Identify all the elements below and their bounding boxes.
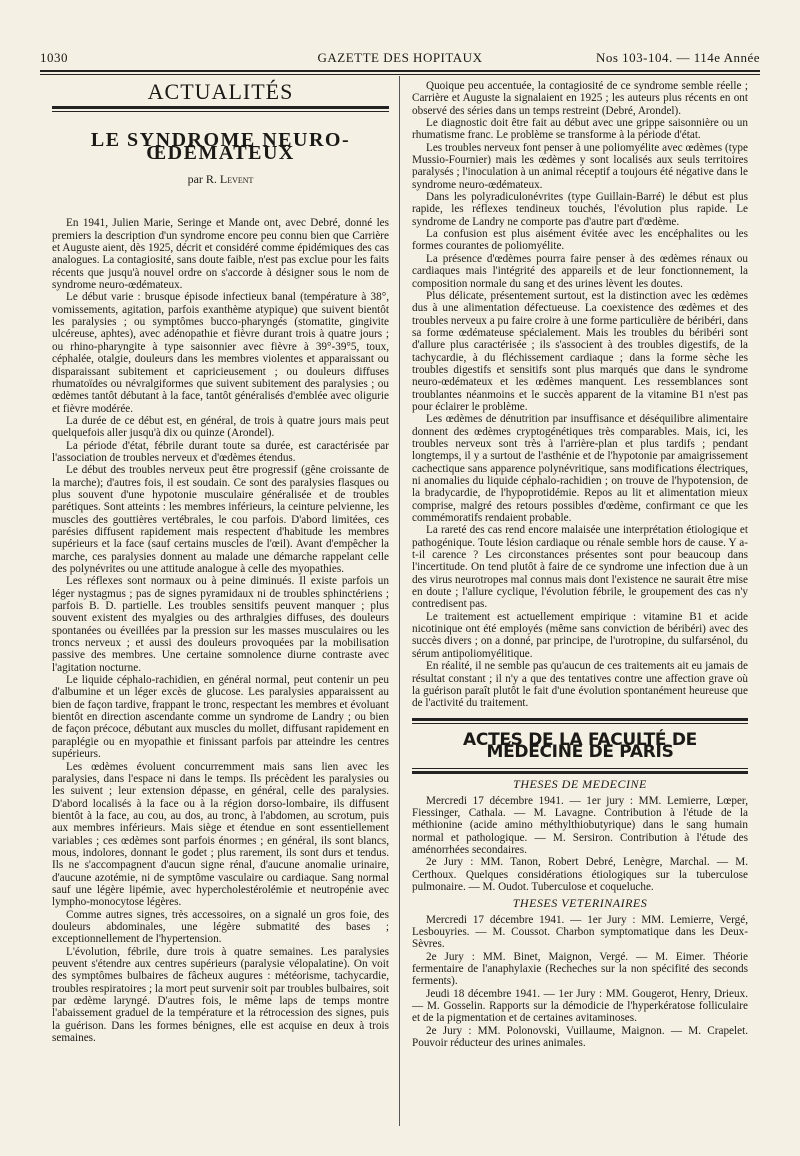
paragraph: Les troubles nerveux font penser à une poliomyélite avec œdèmes (type Mussio-Fournier) mais les œdèmes y sont localisés aux seuls territoires paralysés ; l'inoculation à un animal réceptif a toujours été négative dans le syndrome neuro-œdémateux. xyxy=(412,141,748,191)
faculty-rule-top-thin xyxy=(412,723,748,724)
paragraph: Le début varie : brusque épisode infectieux banal (température à 38°, vomissements, agitation, parfois exanthème atypique) que suivent bientôt les paralysies ; ou symptômes bucco-pharyngés (stomatite, gingivite ulcéreuse, aphtes), avec adénopathie et fièvre durant trois à quatre jours ; ou rhino-pharyngite à type saisonnier avec fièvre à 39°-39°5, toux, céphalée, otalgie, douleurs dans les membres violentes et apparaissant ou disparaissant subitement et capricieusement ; ou douleurs diffuses rhumatoïdes ou névralgiformes que suivent subitement des paralysies ; ou œdèmes tantôt débutant à la face, tantôt généralisés d'emblée avec oligurie et fièvre modérée. xyxy=(52,291,389,415)
faculty-title: ACTES DE LA FACULTÉ DE MÉDECINE DE PARIS xyxy=(463,729,697,762)
header-rule xyxy=(40,70,760,72)
thesis-entry: 2e Jury : MM. Binet, Maignon, Vergé. — M. Eimer. Théorie fermentaire de l'anaphylaxie (Recheches sur la non spécifité des seconds ferments). xyxy=(412,950,748,988)
paragraph: La période d'état, fébrile durant toute sa durée, est caractérisée par l'association de troubles nerveux et d'œdèmes étendus. xyxy=(52,439,389,464)
paragraph: Les œdèmes évoluent concurremment mais sans lien avec les paralysies, dans l'espace ni dans le temps. Ils précèdent les paralysies ou les suivent ; leur extension dépasse, en général, celle des paralysies. D'abord localisés à la face ou à la région dorso-lombaire, ils diffusent bientôt à la face, au cou, au dos, au tronc, à l'abdomen, au scrotum, puis aux membres inférieurs. Mais siège et étendue en sont essentiellement variables ; ces œdèmes sont parfois énormes ; en général, ils sont blancs, mous, indolores, donnant le godet ; plus rarement, ils sont durs et tendus. Ils ne s'accompagnent d'aucun signe rénal, d'aucune anomalie urinaire, d'aucune azotémie, ni de symptôme vasculaire ou cardiaque. Sang normal sauf une légère lipémie, avec hypercholestérolémie et neutropénie avec lympho-monocytose légères. xyxy=(52,760,389,909)
theses-medecine-title: THESES DE MEDECINE xyxy=(513,777,647,792)
page-number: 1030 xyxy=(40,50,68,65)
paragraph: Le traitement est actuellement empirique : vitamine B1 et acide nicotinique ont été employés (même sans conviction de béribéri) avec des succès divers ; on a donné, par principe, de l'urotropine, du sulfarsénol, du sérum antipoliomyélitique. xyxy=(412,610,748,660)
paragraph: Comme autres signes, très accessoires, on a signalé un gros foie, des douleurs abdominales, une légère submatité des bases ; exceptionnellement de l'hypertension. xyxy=(52,908,389,946)
paragraph: La présence d'œdèmes pourra faire penser à des œdèmes rénaux ou cardiaques mais l'intégrité des appareils et de leur fonctionnement, la composition normale du sang et des urines lèvent les doutes. xyxy=(412,252,748,290)
paragraph: Les réflexes sont normaux ou à peine diminués. Il existe parfois un léger nystagmus ; pas de signes pyramidaux ni de troubles sphinctériens ; parfois B. D. partielle. Les troubles sensitifs peuvent manquer ; plus souvent existent des myalgies ou des arthralgies diffuses, des douleurs spontanées ou éveillées par la pression sur les masses musculaires ou les troncs nerveux ; et aussi des douleurs provoquées par la mobilisation passive des membres. Une certaine somnolence diurne contraste avec l'agitation nocturne. xyxy=(52,575,389,674)
left-column xyxy=(52,80,389,1044)
byline-prefix: par R. xyxy=(187,172,220,187)
section-title: ACTUALITÉS xyxy=(147,79,294,104)
right-column xyxy=(412,80,748,1049)
header-rule-thin xyxy=(40,74,760,75)
paragraph: Plus délicate, présentement surtout, est la distinction avec les œdèmes dus à une alimentation défectueuse. La coexistence des œdèmes et des troubles nerveux a pu faire croire à une forme particulière de béribéri, dans sa forme œdémateuse spécialement. Mais les troubles du béribéri sont d'allure plus caractérisée ; ils s'associent à des troubles digestifs, de la tachycardie, à du fléchissement cardiaque ; dans la forme sèche les troubles digestifs et sensitifs sont plus marqués que dans le syndrome neuro-œdémateux et les œdèmes manquent. Les ressemblances sont troublantes néanmoins et le succès apparent de la vitamine B1 n'est pas pour éclairer le problème. xyxy=(412,289,748,413)
column-divider xyxy=(399,76,400,1126)
theses-veterinaires-title: THESES VETERINAIRES xyxy=(512,896,648,911)
faculty-rule-bottom-thin xyxy=(412,768,748,769)
section-rule-thin xyxy=(52,111,389,112)
byline-author: Levent xyxy=(219,172,254,187)
running-header xyxy=(40,50,760,68)
paragraph: Le début des troubles nerveux peut être progressif (gêne croissante de la marche); d'autres fois, il est soudain. Ce sont des paralysies flasques ou plus souvent d'une hypotonie musculaire généralisée et de troubles parétiques. Sont atteints : les membres inférieurs, la ceinture pelvienne, les muscles des gouttières vertébrales, le cou parfois. D'abord limitées, ces parésies diffusent rapidement mais respectent d'habitude les membres supérieurs et la face (sauf certains muscles de l'œil). Avant d'empêcher la marche, ces paralysies donnent au malade une démarche rappelant celle des polynévrites ou une attitude analogue à celle des myopathies. xyxy=(52,464,389,575)
paragraph: En réalité, il ne semble pas qu'aucun de ces traitements ait eu jamais de résultat constant ; il n'y a que des tentatives contre une affection grave où la guérison paraît plutôt le fait d'une évolution spontanément heureuse que de l'activité du traitement. xyxy=(412,660,748,710)
paragraph: Les œdèmes de dénutrition par insuffisance et déséquilibre alimentaire donnent des œdèmes cryptogénétiques très comparables. Mais, ici, les troubles nerveux sont très à l'arrière-plan et plus tardifs ; pendant longtemps, il y a surtout de l'asthénie et de l'hypotonie par amaigrissement cachectique sans apparence polynévritique, sans modifications électriques, ni anomalies du liquide céphalo-rachidien ; on trouve de l'hypotension, de la bradycardie, de l'hypoprotidémie. Repos au lit et alimentation mieux comprise, malgré des retours possibles d'œdème, confirmant ce que les commémoratifs rendaient probable. xyxy=(412,413,748,525)
thesis-entry: Jeudi 18 décembre 1941. — 1er Jury : MM. Gougerot, Henry, Drieux. — M. Gosselin. Rapports sur la démodicie de l'hyperkératose folliculaire et de la pigmentation et de certaines avitaminoses. xyxy=(412,987,748,1025)
paragraph: La rareté des cas rend encore malaisée une interprétation étiologique et pathogénique. Toute lésion cardiaque ou rénale semble hors de cause. Y a-t-il carence ? Les circonstances présentes sont pour beaucoup dans l'incertitude. On tend plutôt à faire de ce syndrome une infection due à un des virus neurotropes mal connus mais dont l'existence ne saurait être mise en doute ; l'allure cyclique, l'évolution fébrile, le groupement des cas n'y contredisent pas. xyxy=(412,524,748,611)
thesis-entry: 2e Jury : MM. Tanon, Robert Debré, Lenègre, Marchal. — M. Certhoux. Quelques considérations étiologiques sur la tuberculose pulmonaire. — M. Oudot. Tuberculose et coqueluche. xyxy=(412,856,748,893)
faculty-rule-bottom xyxy=(412,771,748,774)
paragraph: La confusion est plus aisément évitée avec les encéphalites ou les formes courantes de poliomyélite. xyxy=(412,228,748,253)
paragraph: Dans les polyradiculonévrites (type Guillain-Barré) le début est plus rapide, les réflexes tendineux touchés, l'évolution plus rapide. Le syndrome de Landry ne comporte pas d'autre part d'œdème. xyxy=(412,191,748,228)
paragraph: La durée de ce début est, en général, de trois à quatre jours mais peut quelquefois aller jusqu'à dix ou quinze (Arondel). xyxy=(52,414,389,440)
paragraph: En 1941, Julien Marie, Seringe et Mande ont, avec Debré, donné les premiers la description d'un syndrome encore peu connu bien que Carrière et Auguste aient, dès 1925, décrit et considéré comme épidémiques des cas analogues. La contagiosité, sans doute faible, n'est pas exclue pour les faits récents que jusqu'à nouvel ordre on s'accorde à désigner sous le nom de syndrome neuro-œdémateux. xyxy=(52,217,389,292)
paragraph: Quoique peu accentuée, la contagiosité de ce syndrome semble réelle ; Carrière et Auguste la signalaient en 1925 ; les auteurs plus récents en ont observé des séries dans un temps restreint (Debré, Arondel). xyxy=(412,80,748,117)
byline xyxy=(52,173,389,185)
journal-title: GAZETTE DES HOPITAUX xyxy=(317,50,483,65)
thesis-entry: 2e Jury : MM. Polonovski, Vuillaume, Maignon. — M. Crapelet. Pouvoir réducteur des urines animales. xyxy=(412,1024,748,1050)
faculty-rule-top xyxy=(412,718,748,721)
issue-number: Nos 103-104. — 114e Année xyxy=(595,50,760,65)
paragraph: Le diagnostic doit être fait au début avec une grippe saisonnière ou un rhumatisme franc. Le problème se transforme à la période d'état. xyxy=(412,117,748,142)
paragraph: L'évolution, fébrile, dure trois à quatre semaines. Les paralysies peuvent s'étendre aux centres supérieurs (paralysie vélopalatine). On voit des symptômes bulbaires de fâcheux augures : météorisme, tachycardie, troubles respiratoires ; la mort peut survenir soit par troubles bulbaires, soit par œdème laryngé. D'autres fois, le même laps de temps montre l'abaissement graduel de la température et la rétrocession des signes, puis la guérison. Dans les formes bénignes, elle est acquise en deux à trois semaines. xyxy=(52,945,389,1045)
section-rule xyxy=(52,106,389,109)
article-title: LE SYNDROME NEURO-ŒDÉMATEUX xyxy=(90,129,351,164)
thesis-entry: Mercredi 17 décembre 1941. — 1er jury : MM. Lemierre, Lœper, Fiessinger, Cathala. — M. Lavagne. Contribution à l'étude de la méthionine (acide amino méthylthiobutyrique) dans le sang humain normal et pathologique. — M. Sersiron. Contribution à l'étude des aménorrhées secondaires. xyxy=(412,794,748,856)
paragraph: Le liquide céphalo-rachidien, en général normal, peut contenir un peu d'albumine et un léger excès de glucose. Les paralysies apparaissent au bien de façon tardive, frappant le tronc, respectant les membres et évoluant bientôt en direction ascendante comme un syndrome de Landry ; ou bien de façon précoce, débutant aux muscles du mollet, diffusant rapidement en paraplégie ou en myopathie et finissant parfois par atteindre les centres supérieurs. xyxy=(52,674,389,761)
thesis-entry: Mercredi 17 décembre 1941. — 1er Jury : MM. Lemierre, Vergé, Lesbouyries. — M. Coussot. Charbon symptomatique dans les Deux-Sèvres. xyxy=(412,913,748,951)
